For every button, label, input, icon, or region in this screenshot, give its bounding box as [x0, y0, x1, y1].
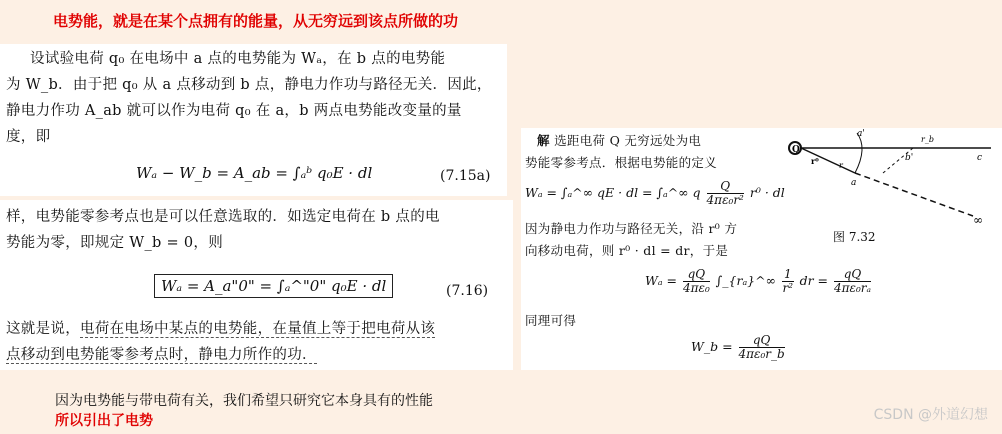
- scan2-line2: 势能为零，即规定 W_b = 0，则: [6, 235, 224, 251]
- eq2-frac2-den: r²: [782, 281, 794, 295]
- scan2-line4: [6, 342, 317, 368]
- scan2-line4-underlined: 点移动到电势能零参考点时，静电力所作的功．: [6, 347, 317, 363]
- a-prime-label: a': [857, 129, 865, 139]
- eq2-frac3-den: 4πε₀rₐ: [834, 281, 872, 295]
- textbook-scan-3: [521, 128, 1002, 370]
- infinity-label: ∞: [973, 213, 983, 227]
- scan3-line5: 同理可得: [525, 313, 577, 328]
- textbook-scan-1: [0, 44, 507, 196]
- scan2-line3-underlined: 电荷在电场中某点的电势能，在量值上等于把电荷从该: [80, 321, 436, 337]
- scan3-line2: 势能零参考点．根据电势能的定义: [525, 155, 718, 170]
- eq1-frac-num: Q: [707, 180, 744, 194]
- eq2-frac2-num: 1: [783, 267, 792, 281]
- heading-note: 电势能，就是在某个点拥有的能量，从无穷远到该点所做的功: [53, 12, 459, 30]
- equation-7-15a: Wₐ − W_b = A_ab = ∫ₐᵇ q₀E · dl: [136, 164, 373, 182]
- equation-number: (7.15a): [440, 168, 491, 184]
- scan3-line1-text: 选距电荷 Q 无穷远处为电: [554, 133, 702, 148]
- eq2-mid: dr =: [799, 273, 829, 288]
- eq2-frac2: [782, 268, 794, 295]
- eq3-frac-den: 4πε₀r_b: [738, 347, 785, 361]
- eq3-fraction: [739, 334, 785, 361]
- figure-7-32: [773, 128, 1001, 228]
- scan3-eq2: [645, 268, 873, 295]
- solution-label: 解: [537, 133, 550, 148]
- scan3-eq1: [525, 180, 785, 207]
- scan3-eq3: [691, 334, 787, 361]
- textbook-scan-2: [0, 200, 513, 370]
- c-label: c: [977, 153, 983, 163]
- watermark: CSDN @外道幻想: [873, 407, 988, 423]
- eq1-fraction: [707, 180, 744, 207]
- bottom-note-1: 因为电势能与带电荷有关，我们希望只研究它本身具有的性能: [55, 393, 433, 409]
- scan1-line3: 静电力作功 A_ab 就可以作为电荷 q₀ 在 a，b 两点电势能改变量的量: [6, 103, 462, 119]
- eq3-frac-num: qQ: [739, 334, 785, 348]
- r0-label: r⁰: [811, 156, 819, 166]
- b-prime-label: b': [905, 153, 914, 163]
- eq2-frac3-num: qQ: [834, 268, 871, 282]
- dashed-line-to-infinity: [855, 173, 973, 216]
- eq2-frac1-den: 4πε₀: [682, 281, 710, 295]
- scan3-line4: 向移动电荷，则 r⁰ · dl = dr，于是: [525, 243, 729, 258]
- scan1-line2: 为 W_b．由于把 q₀ 从 a 点移动到 b 点，静电力作功与路径无关．因此，: [6, 77, 492, 93]
- eq2-frac3: [834, 268, 871, 295]
- eq3-lhs: W_b =: [691, 339, 733, 354]
- eq2-frac1-num: qQ: [683, 268, 710, 282]
- eq2-frac1: [683, 268, 710, 295]
- eq2-integral: ∫_{rₐ}^∞: [715, 273, 776, 288]
- eq1-frac-den: 4πε₀r²: [706, 193, 744, 207]
- eq1-left: Wₐ = ∫ₐ^∞ qE · dl = ∫ₐ^∞ q: [525, 185, 701, 200]
- arc-a-to-aprime: [855, 133, 862, 173]
- figure-caption: 图 7.32: [833, 230, 876, 244]
- a-label: a: [851, 178, 857, 188]
- eq2-lhs: Wₐ =: [645, 273, 677, 288]
- r-label: r: [839, 161, 843, 170]
- equation-number: (7.16): [446, 283, 489, 299]
- scan1-line1: 设试验电荷 q₀ 在电场中 a 点的电势能为 Wₐ，在 b 点的电势能: [30, 51, 446, 67]
- charge-label: Q: [792, 145, 800, 155]
- eq1-tail: r⁰ · dl: [749, 185, 785, 200]
- rb-label: r_b: [921, 135, 934, 144]
- line-to-a: [801, 148, 855, 173]
- scan3-line3: 因为静电力作功与路径无关，沿 r⁰ 方: [525, 221, 738, 236]
- scan2-line1: 样，电势能零参考点也是可以任意选取的．如选定电荷在 b 点的电: [6, 209, 440, 225]
- equation-7-16: Wₐ = A_a"0" = ∫ₐ^"0" q₀E · dl: [154, 274, 393, 298]
- scan2-line3: [6, 316, 435, 342]
- scan2-line3-plain: 这就是说，: [6, 321, 80, 337]
- scan1-line4: 度，即: [6, 129, 51, 145]
- bottom-note-2: 所以引出了电势: [55, 413, 153, 429]
